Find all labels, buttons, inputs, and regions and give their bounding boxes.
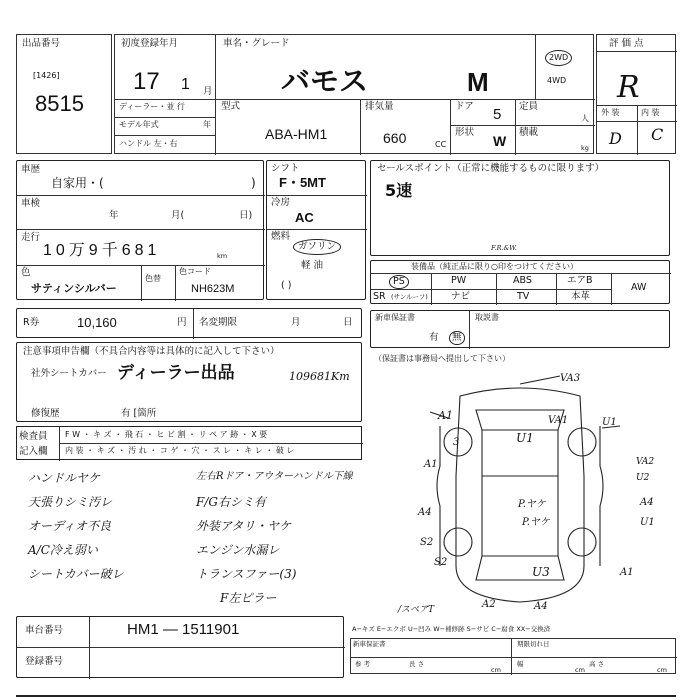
fuel-gas: ガソリン [293,239,341,255]
car-diagram [370,366,670,620]
damage-mark: U3 [532,565,550,579]
line [267,229,367,230]
shift-value: F・5MT [279,175,326,190]
inspect-label: 車検 [21,198,41,209]
line [371,273,671,274]
handle-label: ハンドル 左・右 [119,139,178,148]
line [267,195,367,196]
notes-line2: ディーラー出品 [117,363,235,383]
remark-left: シートカバー破レ [28,567,124,581]
recycle-box [16,308,362,338]
remark-left: オーディオ不良 [28,519,112,533]
mileage-label: 走行 [21,232,41,243]
ext-score: D [609,129,622,148]
damage-mark: U1 [640,517,655,528]
bottom-cm3: cm [657,666,667,674]
equip-ps: PS [389,275,409,289]
damage-mark: VA2 [636,457,655,467]
warranty-label: 新車保証書 [375,313,415,322]
model-grade: M [467,67,489,97]
history-close: ) [251,176,256,190]
door-label: ドア [455,101,474,112]
equip-airbag: エアB [567,275,593,286]
bottom-c2: 期限切れ日 [517,640,550,648]
shape-label: 形状 [455,127,475,138]
ext-label: 外 装 [601,108,620,117]
shape-value: W [493,133,507,149]
warranty-box [370,310,670,348]
dealer-label: ディーラー・並 行 [119,102,185,111]
sales-value: 5速 [385,181,413,200]
line [215,99,595,100]
line [371,289,611,290]
remark-right: エンジン水漏レ [196,543,280,557]
inspect-day: 日) [239,210,253,221]
warranty-have: 有 [429,332,439,343]
plate-label: 登録番号 [25,656,64,667]
damage-mark: A4 [534,601,548,612]
shift-box [266,160,366,300]
capacity-label: 定員 [519,101,539,112]
equip-aw: AW [631,282,647,293]
line [360,99,361,155]
recycle-unit: 円 [177,317,187,328]
score-label: 評 価 点 [609,38,644,49]
drive-4wd: 4WD [547,76,567,85]
chassis-box [16,616,344,678]
line [351,657,677,658]
chassis-label: 車台番号 [25,625,64,636]
remark-right: 外装アタリ・ヤケ [196,519,292,533]
recycle-label: R券 [23,317,40,328]
repair-label: 修復歴 [31,408,60,419]
type-label: 型式 [221,101,241,112]
fuel-paren: ( ) [281,280,292,291]
line [17,229,265,230]
type-value: ABA-HM1 [265,126,328,142]
line [115,99,215,100]
bottom-border [16,695,676,697]
name-label: 車名・グレード [223,38,290,49]
reg-month-unit: 月 [203,86,213,97]
damage-legend: A−キズ E−エクボ U−凹み W−補修跡 S−サビ C−腐食 XX−交換済 [352,625,551,633]
damage-mark: VA1 [548,415,569,426]
repair-value: 有 [箇所 [121,408,157,419]
remark-left: 天張りシミ汚レ [28,495,113,509]
line [175,265,176,301]
equip-box [370,260,670,304]
reg-month: 1 [181,76,190,93]
damage-mark: P.ヤケ [522,517,550,528]
inspect-year: 年 [109,210,119,221]
damage-mark: 3 [453,437,460,448]
sales-box [370,160,670,256]
ac-label: 冷房 [271,197,291,208]
lot-box [16,34,112,154]
remark-left: ハンドルヤケ [28,471,101,485]
line [597,51,677,52]
damage-mark: A1 [438,409,453,422]
line [115,117,215,118]
line [496,273,497,305]
history-value: 自家用・( [51,176,104,190]
line [141,265,142,301]
colorcode-value: NH623M [191,283,235,295]
disp-value: 660 [383,130,407,146]
bottom-c4: 長 さ [409,660,425,668]
line [17,195,265,196]
recycle-value: 10,160 [77,315,117,330]
line [59,443,363,444]
equip-pw: PW [451,275,467,286]
sales-label: セールスポイント（正常に機能するものに限ります） [377,163,605,174]
line [637,105,638,155]
warranty-none: 無 [449,331,465,345]
shift-label: シフト [271,163,300,174]
term-month: 月 [291,317,301,328]
notes-box [16,342,362,422]
capacity-unit: 人 [581,114,589,123]
damage-mark: S2 [434,557,448,568]
line [556,273,557,305]
damage-mark: S2 [420,537,434,548]
line [115,135,215,136]
history-box [16,160,264,300]
manual-label: 取説書 [475,313,499,322]
damage-mark: /スペアT [398,605,435,615]
line [450,99,451,155]
equip-leather: 本革 [571,291,591,302]
inspector-row2: 内 装 ・ キ ズ ・ 汚 れ ・ コ ゲ ・ 穴 ・ ス レ ・ キ レ ・ 破 レ [65,446,295,455]
bottom-c3: 参 考 [355,660,371,668]
equip-abs: ABS [513,275,532,286]
entry-label: 記入欄 [19,446,48,457]
drive-2wd: 2WD [545,50,572,66]
line [450,125,595,126]
bottom-c5: 幅 [517,660,524,668]
line [535,35,536,99]
model-year-unit: 年 [203,120,211,129]
mileage-unit: km [217,252,228,260]
inspector-label: 検査員 [19,431,48,442]
score-overall: R [617,70,640,105]
disp-label: 排気量 [365,101,394,112]
line [17,647,345,648]
line [431,273,432,305]
line [515,99,516,155]
line [611,273,612,305]
load-label: 積載 [519,127,539,138]
bottom-c6: 高 さ [589,660,605,668]
ac-value: AC [295,210,314,225]
damage-mark: U1 [602,417,617,428]
inspector-box [16,426,362,460]
line [597,121,677,122]
damage-mark: U1 [516,431,534,445]
equip-sr-sub: (サンルーフ) [391,293,428,301]
chassis-value: HM1 — 1511901 [127,621,240,638]
fuel-diesel: 軽 油 [301,260,324,271]
equip-sr: SR [373,291,386,302]
lot-sub: [1426] [33,71,60,80]
inspector-row1: F W ・ キ ズ ・ 飛 石 ・ ヒ ビ 割 ・ リ ペ ア 跡 ・ X 要 [65,430,268,439]
origcolor-label: 色替 [145,274,161,283]
damage-mark: A2 [482,599,496,610]
model-box [114,34,594,154]
lot-label: 出品番号 [22,38,61,49]
door-value: 5 [493,106,502,123]
color-value: サティンシルバー [31,282,117,295]
bottom-cm1: cm [491,666,501,674]
line [511,639,512,675]
colorcode-label: 色コード [179,267,211,276]
reg-label: 初度登録年月 [121,38,179,49]
int-score: C [651,125,664,144]
damage-mark: A4 [640,497,654,508]
equip-tv: TV [517,291,530,302]
score-box [596,34,676,154]
remark-right: F左ピラー [220,591,277,605]
damage-mark: U2 [636,473,650,483]
color-label: 色 [21,267,31,278]
line [215,35,216,155]
history-label: 車歴 [21,164,41,175]
lot-number: 8515 [35,91,84,116]
damage-mark: A4 [418,507,432,518]
term-label: 名変期限 [199,317,238,328]
bottom-cm2: cm [575,666,585,674]
equip-navi: ナビ [451,291,471,302]
remark-right: 左右Rドア・アウターハンドル下線 [196,471,353,482]
mileage-value: 10万9千681 [43,242,161,259]
fuel-label: 燃料 [271,231,291,242]
remark-right: トランスファー(3) [196,567,297,581]
diagram-caption: （保証書は事務局へ提出して下さい） [374,354,510,363]
notes-line1: 社外シートカバー [31,368,107,379]
bottom-c1: 新車保証書 [353,640,386,648]
line [89,617,90,679]
bottom-grid [350,638,676,674]
remark-left: A/C冷え弱い [28,543,98,557]
damage-mark: P.ヤケ [518,499,546,510]
reg-year: 17 [133,68,160,95]
damage-mark: A1 [620,567,634,578]
inspect-month: 月( [171,210,185,221]
model-year-label: モデル年式 [119,120,159,129]
remark-right: F/G右シミ有 [196,495,266,509]
notes-line3: 109681Km [289,370,350,383]
sales-note: F.R.&W. [491,244,517,252]
int-label: 内 装 [641,108,660,117]
load-unit: kg [581,144,589,152]
disp-unit: CC [435,140,447,149]
line [193,309,194,339]
line [469,311,470,349]
damage-mark: A1 [424,459,438,470]
model-name: バモス [281,64,369,98]
damage-mark: VA3 [560,373,581,384]
equip-label: 装備品（純正品に限り○印をつけてください） [411,262,578,271]
notes-label: 注意事項申告欄（不具合内容等は具体的に記入して下さい） [23,346,280,357]
term-day: 日 [343,317,353,328]
line [59,427,60,461]
